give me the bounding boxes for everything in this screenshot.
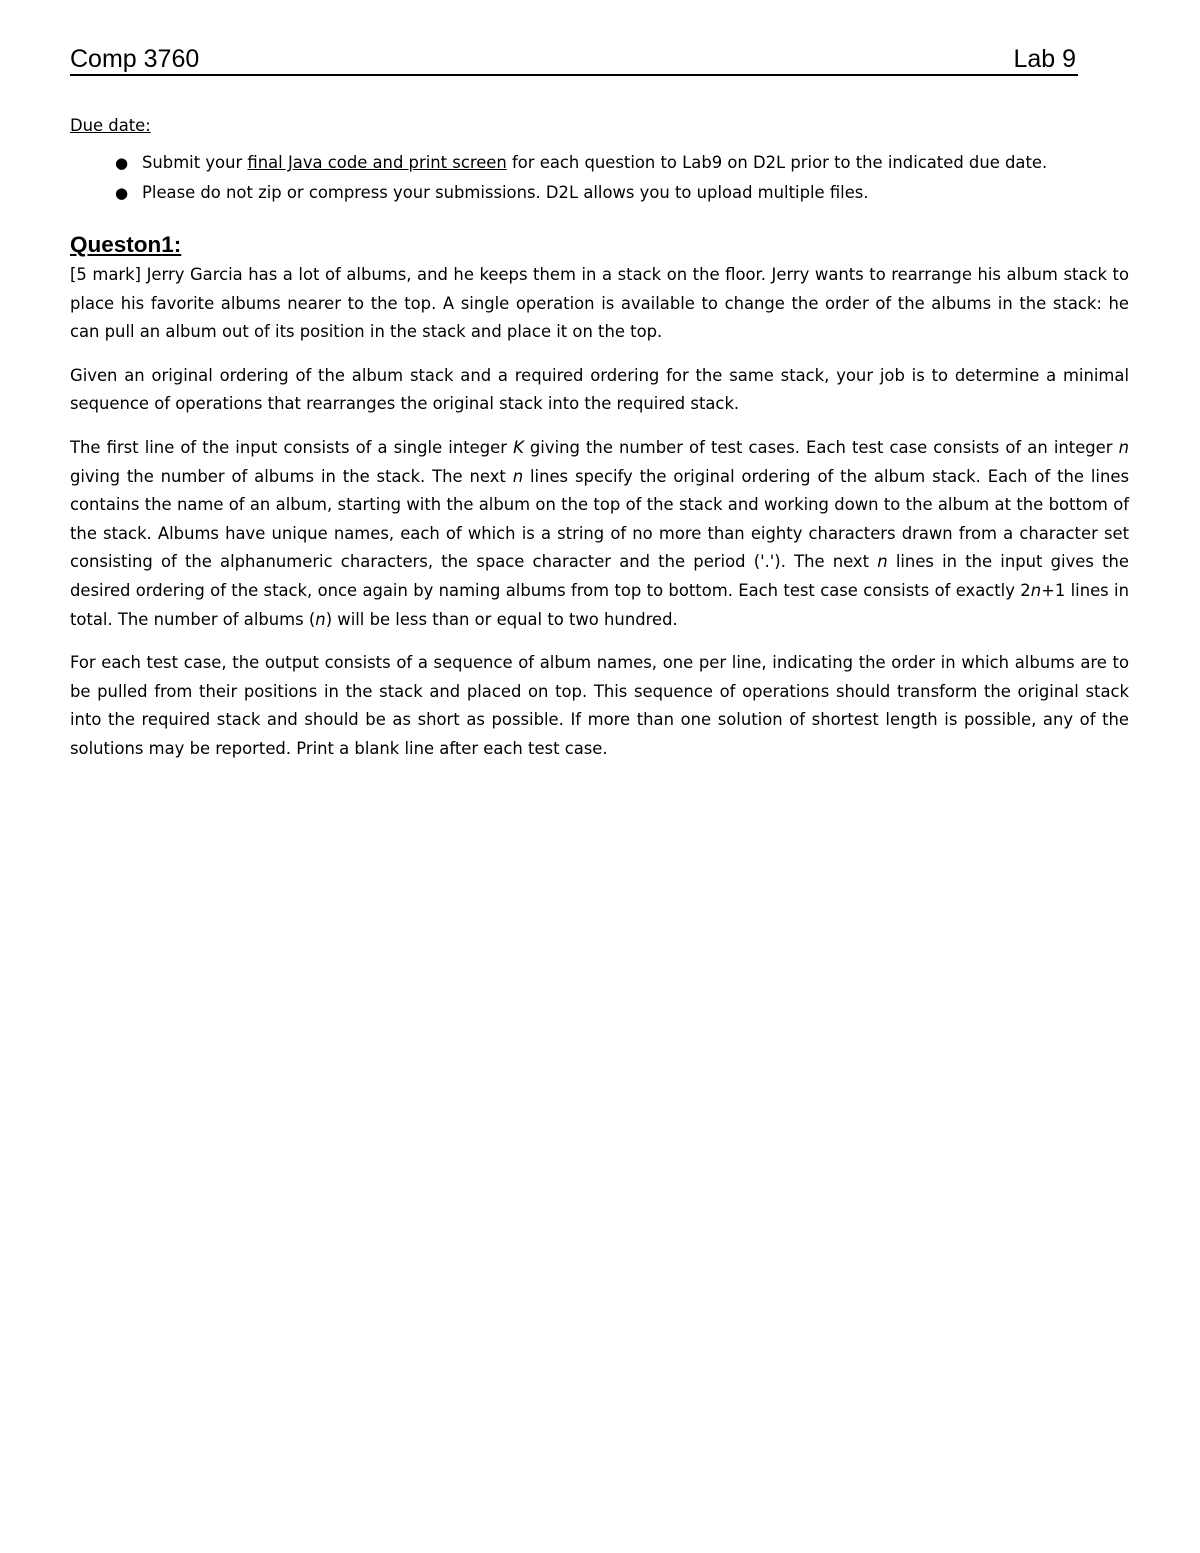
text-run: lines in the input gives the desired ordering of the stack, once again by naming albums from top to bottom. Each test case consists of exactly 2 bbox=[70, 552, 1130, 600]
math-variable: K bbox=[513, 437, 524, 457]
bullet-text-suffix: for each question to Lab9 on D2L prior to the indicated due date. bbox=[506, 153, 1048, 172]
question-heading: Queston1: bbox=[70, 232, 182, 257]
bullet-text-prefix: Submit your bbox=[142, 153, 248, 172]
lab-title: Lab 9 bbox=[1013, 45, 1076, 73]
question-paragraph-input bbox=[70, 434, 1129, 634]
list-item bbox=[70, 148, 1129, 178]
question-paragraph-task: Given an original ordering of the album stack and a required ordering for the same stack, your job is to determine a minimal sequence of operations that rearranges the original stack into the required stack. bbox=[70, 365, 1129, 414]
text-run: +1 lines in total. The number of albums ( bbox=[70, 580, 1129, 629]
text-run: The first line of the input consists of a single integer bbox=[70, 437, 514, 457]
text-run: giving the number of test cases. Each test case consists of an integer bbox=[523, 437, 1119, 457]
course-title: Comp 3760 bbox=[70, 45, 200, 73]
text-run: giving the number of albums in the stack. The next bbox=[70, 466, 513, 486]
bullet-icon: ● bbox=[115, 184, 129, 202]
page-header bbox=[70, 42, 1078, 76]
text-run: ) will be less than or equal to two hundred. bbox=[325, 609, 678, 629]
instructions-list bbox=[70, 148, 1129, 208]
math-variable: n bbox=[877, 552, 888, 572]
math-variable: n bbox=[1118, 437, 1129, 457]
bullet-icon: ● bbox=[115, 154, 129, 172]
due-date-label: Due date: bbox=[70, 116, 151, 135]
bullet-text-emphasis: final Java code and print screen bbox=[247, 153, 507, 172]
question-paragraph-output: For each test case, the output consists of a sequence of album names, one per line, indicating the order in which albums are to be pulled from their positions in the stack and placed on top. This sequence of operations should transform the original stack into the required stack and should be as short as possible. If more than one solution of shortest length is possible, any of the solutions may be reported. Print a blank line after each test case. bbox=[70, 653, 1129, 758]
bullet-text: Please do not zip or compress your submissions. D2L allows you to upload multiple files. bbox=[142, 183, 869, 202]
text-run: lines specify the original ordering of the album stack. Each of the lines contains the name of an album, starting with the album on the top of the stack and working down to the album at the bottom of the stack. Albums have unique names, each of which is a string of no more than eighty characters drawn from a character set consisting of the alphanumeric characters, the space character and the period ('.'). The next bbox=[70, 466, 1129, 572]
document-body bbox=[70, 112, 1129, 779]
math-variable: n bbox=[512, 466, 524, 486]
math-variable: n bbox=[1030, 580, 1042, 600]
list-item bbox=[70, 178, 1129, 208]
math-variable: n bbox=[315, 609, 326, 629]
question-paragraph-intro: [5 mark] Jerry Garcia has a lot of albums, and he keeps them in a stack on the floor. Jerry wants to rearrange his album stack to place his favorite albums nearer to the top. A single operation is available to change the order of the albums in the stack: he can pull an album out of its position in the stack and place it on the top. bbox=[70, 265, 1129, 342]
